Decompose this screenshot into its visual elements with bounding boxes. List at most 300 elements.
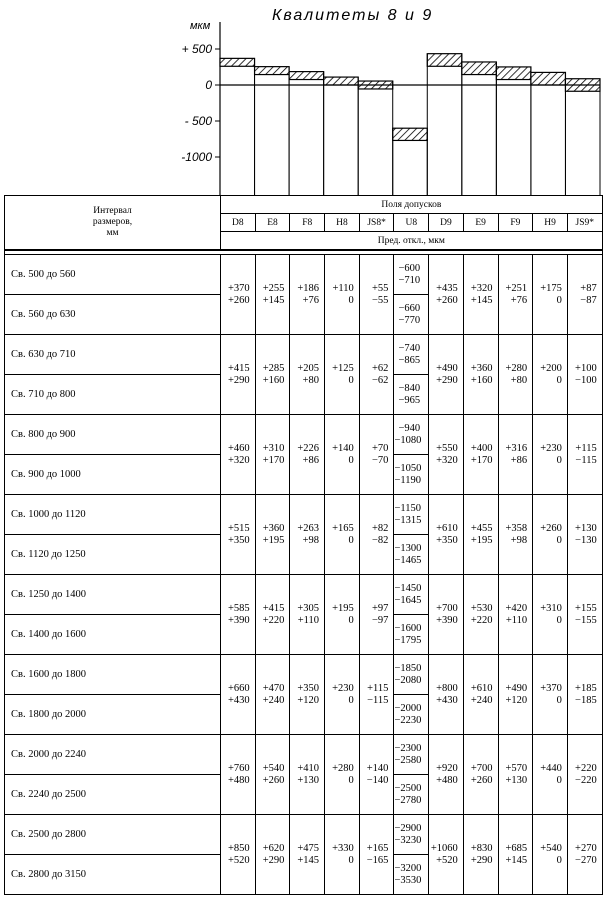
deviation-value: +360 <box>470 362 493 374</box>
deviation-value: 0 <box>348 454 354 466</box>
deviation-value: +145 <box>262 294 285 306</box>
deviation-value: +160 <box>470 374 493 386</box>
deviation-cell <box>567 415 602 495</box>
deviation-value: +175 <box>540 282 562 294</box>
deviation-value: +280 <box>332 762 354 774</box>
deviation-cell <box>463 335 498 415</box>
interval-cell: Св. 1000 до 1120 <box>5 495 221 535</box>
deviation-cell <box>533 255 568 335</box>
u8-cell <box>394 535 429 575</box>
column-header: H9 <box>533 214 568 232</box>
deviation-cell <box>498 415 533 495</box>
deviation-cell <box>567 335 602 415</box>
deviation-value: +460 <box>228 442 250 454</box>
deviation-value: +255 <box>262 282 285 294</box>
deviation-value: −3530 <box>394 874 422 886</box>
interval-cell: Св. 1250 до 1400 <box>5 575 221 615</box>
deviation-cell <box>290 655 325 735</box>
deviation-value: 0 <box>556 294 562 306</box>
deviation-value: +240 <box>470 694 493 706</box>
fields-header: Поля допусков <box>221 196 603 214</box>
deviation-value: +685 <box>505 842 528 854</box>
deviation-value: +520 <box>436 854 458 866</box>
interval-header-line: размеров, <box>92 217 133 227</box>
deviation-value: +1060 <box>430 842 458 854</box>
deviation-value: 0 <box>348 774 354 786</box>
deviation-value: −2500 <box>394 782 422 794</box>
deviation-value: +220 <box>575 762 597 774</box>
deviation-value: +700 <box>470 762 493 774</box>
deviation-value: +400 <box>470 442 493 454</box>
deviation-value: +490 <box>436 362 458 374</box>
u8-cell <box>394 375 429 415</box>
deviation-value: +82 <box>372 522 389 534</box>
deviation-cell <box>533 415 568 495</box>
deviation-cell <box>325 415 360 495</box>
deviation-value: 0 <box>348 294 354 306</box>
deviation-value: +155 <box>575 602 597 614</box>
deviation-value: +520 <box>228 854 250 866</box>
column-header: E9 <box>463 214 498 232</box>
deviation-value: +220 <box>470 614 493 626</box>
interval-cell: Св. 2240 до 2500 <box>5 775 221 815</box>
deviation-cell <box>429 735 464 815</box>
interval-cell: Св. 2000 до 2240 <box>5 735 221 775</box>
deviation-value: +480 <box>228 774 250 786</box>
deviation-value: +515 <box>228 522 250 534</box>
deviation-value: +97 <box>372 602 389 614</box>
column-header: JS8* <box>359 214 394 232</box>
interval-header <box>5 196 221 251</box>
tolerance-zone-h9 <box>531 72 566 85</box>
deviation-value: +435 <box>436 282 458 294</box>
tolerance-zone-e8 <box>255 67 290 75</box>
deviation-value: +350 <box>297 682 320 694</box>
deviation-value: −2780 <box>394 794 422 806</box>
deviation-cell <box>498 655 533 735</box>
deviation-cell <box>533 495 568 575</box>
deviation-value: +230 <box>332 682 354 694</box>
interval-cell: Св. 2800 до 3150 <box>5 855 221 895</box>
deviation-value: +290 <box>470 854 493 866</box>
table-row <box>5 735 603 775</box>
deviation-cell <box>429 815 464 895</box>
deviation-value: +290 <box>436 374 458 386</box>
deviation-value: +195 <box>332 602 354 614</box>
deviation-cell <box>325 495 360 575</box>
deviation-value: +165 <box>366 842 389 854</box>
deviation-value: +610 <box>470 682 493 694</box>
deviation-value: −70 <box>372 454 389 466</box>
deviation-value: +145 <box>297 854 320 866</box>
deviation-value: −1850 <box>394 662 422 674</box>
deviation-value: 0 <box>556 694 562 706</box>
u8-cell <box>394 295 429 335</box>
y-ticks <box>181 42 220 164</box>
deviation-value: 0 <box>556 454 562 466</box>
deviation-cell <box>498 255 533 335</box>
deviation-cell <box>463 495 498 575</box>
deviation-cell <box>325 655 360 735</box>
deviation-value: −1050 <box>394 462 422 474</box>
deviation-value: −1150 <box>394 502 421 514</box>
deviation-value: +76 <box>302 294 320 306</box>
deviation-value: −1600 <box>394 622 422 634</box>
deviation-value: +360 <box>262 522 285 534</box>
deviation-value: −1315 <box>394 514 422 526</box>
deviation-cell <box>325 815 360 895</box>
deviation-value: +290 <box>262 854 285 866</box>
deviation-cell <box>429 655 464 735</box>
deviation-cell <box>290 735 325 815</box>
deviation-value: +285 <box>262 362 285 374</box>
tolerance-zone-e9 <box>462 62 497 75</box>
deviation-cell <box>255 335 290 415</box>
y-tick-label: 0 <box>205 78 212 92</box>
chart-title: Квалитеты 8 и 9 <box>272 7 434 24</box>
deviation-cell <box>463 415 498 495</box>
deviation-cell <box>463 815 498 895</box>
deviation-value: +270 <box>575 842 597 854</box>
interval-cell: Св. 500 до 560 <box>5 255 221 295</box>
u8-cell <box>394 655 429 695</box>
column-header: E8 <box>255 214 290 232</box>
column-header: F8 <box>290 214 325 232</box>
deviation-value: −2080 <box>394 674 422 686</box>
deviation-value: +390 <box>436 614 458 626</box>
deviation-value: −100 <box>575 374 597 386</box>
tolerance-zone-u8 <box>393 128 428 140</box>
deviation-value: −865 <box>398 354 421 366</box>
deviation-value: +310 <box>262 442 285 454</box>
y-tick-label: + 500 <box>181 42 212 56</box>
deviation-value: −3200 <box>394 862 422 874</box>
column-header: JS9* <box>567 214 602 232</box>
chart-unit: мкм <box>190 20 211 32</box>
deviation-value: +98 <box>510 534 528 546</box>
deviation-value: −2300 <box>394 742 422 754</box>
deviation-value: +440 <box>540 762 562 774</box>
deviation-value: +310 <box>540 602 562 614</box>
deviation-cell <box>567 495 602 575</box>
table-row <box>5 575 603 615</box>
u8-cell <box>394 775 429 815</box>
deviation-cell <box>429 335 464 415</box>
u8-cell <box>394 575 429 615</box>
deviation-value: −2580 <box>394 754 422 766</box>
tolerance-zone-h8 <box>324 77 359 85</box>
deviation-cell <box>359 575 394 655</box>
deviation-value: +230 <box>540 442 562 454</box>
deviation-value: −770 <box>398 314 421 326</box>
deviation-value: +620 <box>262 842 285 854</box>
deviation-value: +76 <box>510 294 528 306</box>
deviation-value: 0 <box>556 854 562 866</box>
u8-cell <box>394 255 429 295</box>
deviation-value: +87 <box>580 282 597 294</box>
u8-cell <box>394 615 429 655</box>
deviation-value: −1190 <box>394 474 421 486</box>
table-row <box>5 255 603 295</box>
deviation-value: +760 <box>228 762 250 774</box>
u8-cell <box>394 855 429 895</box>
deviation-value: +610 <box>436 522 458 534</box>
deviation-value: +110 <box>332 282 354 294</box>
deviation-cell <box>429 415 464 495</box>
deviation-value: −155 <box>575 614 597 626</box>
table-row <box>5 495 603 535</box>
deviation-value: +420 <box>505 602 528 614</box>
u8-cell <box>394 815 429 855</box>
deviation-value: −1080 <box>394 434 422 446</box>
deviation-cell <box>221 415 256 495</box>
deviation-value: +125 <box>332 362 354 374</box>
deviation-value: −1645 <box>394 594 422 606</box>
deviation-cell <box>325 335 360 415</box>
deviation-value: +370 <box>228 282 250 294</box>
tolerance-zone-d9 <box>427 54 462 67</box>
deviation-value: +145 <box>470 294 493 306</box>
deviation-cell <box>290 255 325 335</box>
deviation-value: +470 <box>262 682 285 694</box>
deviation-value: +145 <box>505 854 528 866</box>
deviation-cell <box>290 575 325 655</box>
deviation-value: +220 <box>262 614 285 626</box>
interval-cell: Св. 800 до 900 <box>5 415 221 455</box>
table-row <box>5 655 603 695</box>
deviation-cell <box>498 335 533 415</box>
deviation-cell <box>221 255 256 335</box>
deviation-value: −2900 <box>394 822 422 834</box>
deviation-value: +540 <box>262 762 285 774</box>
deviation-value: +120 <box>505 694 528 706</box>
deviation-value: 0 <box>556 774 562 786</box>
deviation-cell <box>255 255 290 335</box>
column-header: D8 <box>221 214 256 232</box>
deviation-cell <box>255 735 290 815</box>
deviation-value: +130 <box>505 774 528 786</box>
deviation-cell <box>359 335 394 415</box>
deviation-value: +358 <box>505 522 528 534</box>
deviation-value: +195 <box>262 534 285 546</box>
deviation-value: +186 <box>297 282 320 294</box>
deviation-value: +475 <box>297 842 320 854</box>
deviation-value: −87 <box>580 294 597 306</box>
column-header: F9 <box>498 214 533 232</box>
deviation-value: +70 <box>372 442 389 454</box>
deviation-value: +350 <box>436 534 458 546</box>
u8-cell <box>394 735 429 775</box>
deviation-value: +62 <box>372 362 389 374</box>
deviation-value: 0 <box>348 534 354 546</box>
deviation-value: +316 <box>505 442 528 454</box>
deviation-value: +110 <box>297 614 320 626</box>
deviation-cell <box>567 655 602 735</box>
u8-cell <box>394 455 429 495</box>
deviation-cell <box>325 735 360 815</box>
interval-header-line: мм <box>106 228 119 238</box>
deviation-cell <box>429 495 464 575</box>
table-row <box>5 415 603 455</box>
deviation-value: +410 <box>297 762 320 774</box>
deviation-value: +170 <box>262 454 285 466</box>
deviation-value: +80 <box>510 374 528 386</box>
deviation-value: +205 <box>297 362 320 374</box>
interval-cell: Св. 560 до 630 <box>5 295 221 335</box>
deviation-cell <box>325 575 360 655</box>
deviation-value: +830 <box>470 842 493 854</box>
tolerance-table <box>4 195 603 895</box>
interval-cell: Св. 2500 до 2800 <box>5 815 221 855</box>
deviation-cell <box>290 335 325 415</box>
deviation-cell <box>359 415 394 495</box>
tolerance-zone-f9 <box>496 67 531 80</box>
deviation-value: +920 <box>436 762 458 774</box>
deviation-value: +226 <box>297 442 320 454</box>
deviation-value: +490 <box>505 682 528 694</box>
deviation-value: −1795 <box>394 634 422 646</box>
deviation-cell <box>567 735 602 815</box>
deviation-value: +480 <box>436 774 458 786</box>
deviation-value: +290 <box>228 374 250 386</box>
deviation-value: +260 <box>228 294 250 306</box>
deviation-value: +850 <box>228 842 250 854</box>
deviation-cell <box>498 735 533 815</box>
deviation-value: −130 <box>575 534 597 546</box>
column-header: H8 <box>325 214 360 232</box>
table-row <box>5 815 603 855</box>
deviation-cell <box>359 495 394 575</box>
deviation-cell <box>463 255 498 335</box>
deviation-cell <box>255 575 290 655</box>
deviation-cell <box>290 415 325 495</box>
deviation-value: +700 <box>436 602 458 614</box>
bars <box>220 54 600 196</box>
deviation-value: +251 <box>505 282 528 294</box>
deviation-value: +415 <box>262 602 285 614</box>
deviation-value: −115 <box>575 454 597 466</box>
deviation-value: +305 <box>297 602 320 614</box>
deviation-value: −270 <box>575 854 597 866</box>
deviation-value: −115 <box>367 694 389 706</box>
deviation-cell <box>290 815 325 895</box>
deviation-value: −1450 <box>394 582 422 594</box>
deviation-value: +86 <box>510 454 528 466</box>
column-header: U8 <box>394 214 429 232</box>
deviation-cell <box>533 815 568 895</box>
deviation-value: +86 <box>302 454 320 466</box>
deviation-header: Пред. откл., мкм <box>221 232 603 251</box>
deviation-value: −140 <box>366 774 389 786</box>
deviation-value: +280 <box>505 362 528 374</box>
deviation-cell <box>255 655 290 735</box>
deviation-cell <box>221 735 256 815</box>
deviation-cell <box>498 575 533 655</box>
deviation-value: 0 <box>348 854 354 866</box>
deviation-cell <box>255 815 290 895</box>
u8-cell <box>394 695 429 735</box>
deviation-cell <box>255 495 290 575</box>
deviation-value: +430 <box>228 694 250 706</box>
tolerance-zone-d8 <box>220 58 255 66</box>
deviation-value: −220 <box>575 774 597 786</box>
deviation-value: −840 <box>398 382 421 394</box>
interval-cell: Св. 630 до 710 <box>5 335 221 375</box>
u8-cell <box>394 415 429 455</box>
deviation-value: +260 <box>436 294 458 306</box>
deviation-value: −1300 <box>394 542 422 554</box>
deviation-value: +540 <box>540 842 562 854</box>
deviation-value: −97 <box>372 614 389 626</box>
deviation-value: +320 <box>436 454 458 466</box>
deviation-value: −3230 <box>394 834 422 846</box>
interval-cell: Св. 1120 до 1250 <box>5 535 221 575</box>
deviation-cell <box>290 495 325 575</box>
deviation-cell <box>255 415 290 495</box>
interval-header-line: Интервал <box>93 206 132 216</box>
interval-cell: Св. 1800 до 2000 <box>5 695 221 735</box>
tolerance-chart <box>0 0 605 196</box>
deviation-cell <box>221 575 256 655</box>
column-header: D9 <box>429 214 464 232</box>
deviation-cell <box>498 495 533 575</box>
deviation-value: +115 <box>367 682 389 694</box>
deviation-value: +130 <box>575 522 597 534</box>
tolerance-zone-f8 <box>289 72 324 80</box>
deviation-value: +200 <box>540 362 562 374</box>
y-tick-label: - 500 <box>184 114 212 128</box>
deviation-cell <box>221 495 256 575</box>
deviation-value: +115 <box>575 442 597 454</box>
interval-cell: Св. 710 до 800 <box>5 375 221 415</box>
deviation-value: +140 <box>366 762 389 774</box>
deviation-value: +80 <box>302 374 320 386</box>
deviation-value: +260 <box>470 774 493 786</box>
deviation-value: +455 <box>470 522 493 534</box>
deviation-cell <box>567 575 602 655</box>
interval-cell: Св. 1400 до 1600 <box>5 615 221 655</box>
deviation-cell <box>221 655 256 735</box>
deviation-cell <box>221 815 256 895</box>
deviation-cell <box>359 255 394 335</box>
deviation-value: −2000 <box>394 702 422 714</box>
u8-cell <box>394 335 429 375</box>
deviation-value: +165 <box>332 522 354 534</box>
deviation-cell <box>429 575 464 655</box>
deviation-value: 0 <box>348 614 354 626</box>
deviation-value: +140 <box>332 442 354 454</box>
deviation-value: −55 <box>372 294 389 306</box>
deviation-value: +320 <box>228 454 250 466</box>
deviation-value: −2230 <box>394 714 422 726</box>
deviation-value: 0 <box>348 374 354 386</box>
deviation-value: +430 <box>436 694 458 706</box>
deviation-value: +263 <box>297 522 320 534</box>
deviation-cell <box>533 735 568 815</box>
interval-cell: Св. 1600 до 1800 <box>5 655 221 695</box>
deviation-value: +55 <box>372 282 389 294</box>
deviation-value: 0 <box>556 534 562 546</box>
table-row <box>5 335 603 375</box>
deviation-value: −660 <box>398 302 421 314</box>
interval-cell: Св. 900 до 1000 <box>5 455 221 495</box>
deviation-cell <box>463 655 498 735</box>
deviation-value: +100 <box>575 362 597 374</box>
deviation-cell <box>429 255 464 335</box>
deviation-value: −940 <box>398 422 421 434</box>
deviation-value: +240 <box>262 694 285 706</box>
deviation-cell <box>463 735 498 815</box>
